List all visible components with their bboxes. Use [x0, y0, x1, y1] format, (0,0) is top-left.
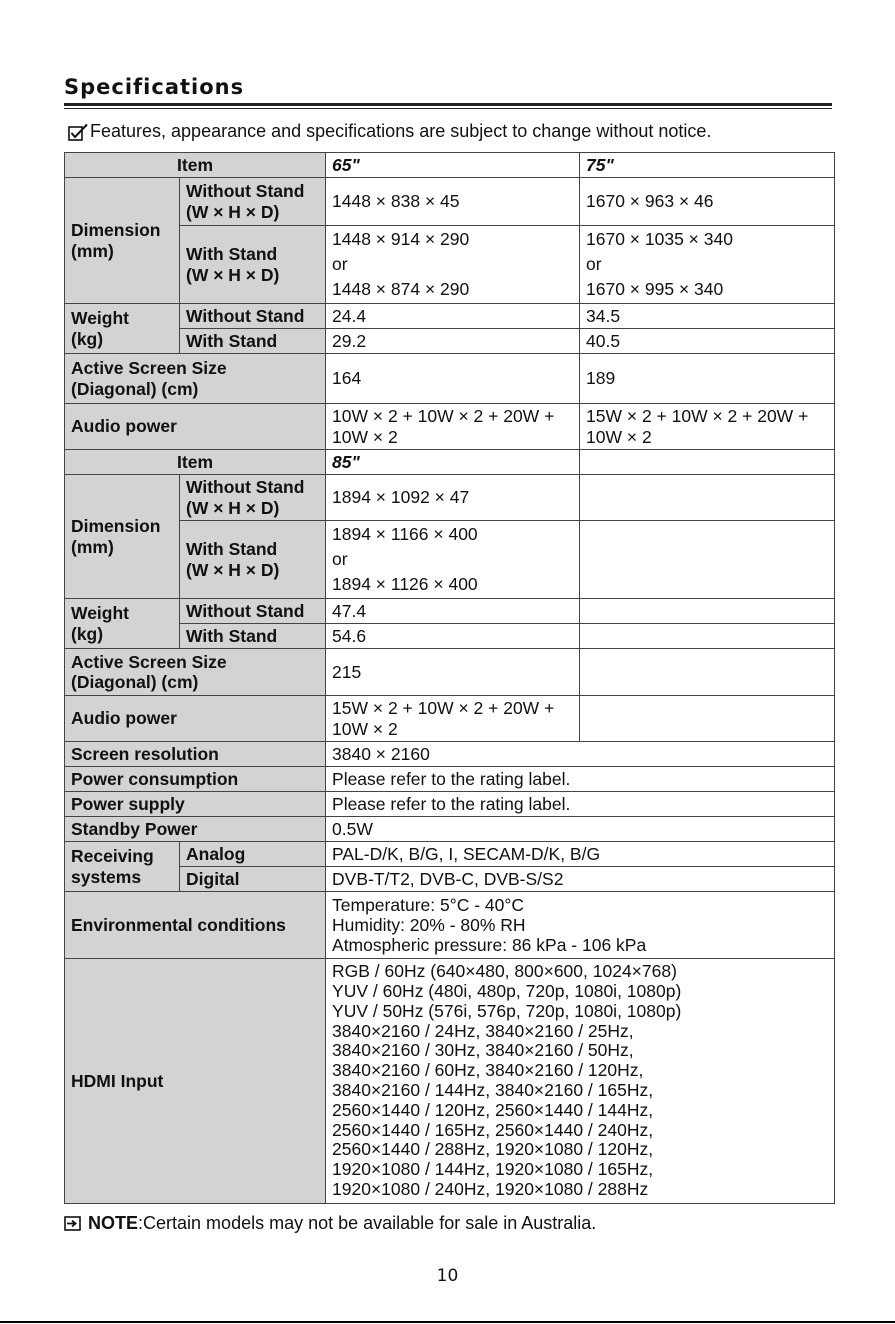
dim-without-65: 1448 × 838 × 45: [326, 178, 580, 226]
dim-without-85: 1894 × 1092 × 47: [326, 475, 580, 521]
power-supply-label: Power supply: [65, 792, 326, 817]
weight-with-label: With Stand: [180, 329, 326, 354]
audio-75: 15W × 2 + 10W × 2 + 20W + 10W × 2: [580, 404, 835, 450]
table-row: [65, 959, 835, 1204]
empty-cell: [580, 521, 835, 599]
table-row: [65, 742, 835, 767]
table-row: [65, 767, 835, 792]
dim-with-65: 1448 × 914 × 290 or 1448 × 874 × 290: [326, 226, 580, 304]
bottom-rule: [0, 1321, 895, 1323]
table-row: [65, 792, 835, 817]
audio-85: 15W × 2 + 10W × 2 + 20W + 10W × 2: [326, 696, 580, 742]
table-row: [65, 649, 835, 696]
power-consumption-value: Please refer to the rating label.: [326, 767, 835, 792]
table-row: [65, 842, 835, 867]
specifications-table: [64, 152, 835, 1204]
table-row: [65, 892, 835, 959]
table-row: [65, 521, 835, 599]
dim-with-75: 1670 × 1035 × 340 or 1670 × 995 × 340: [580, 226, 835, 304]
weight-with-65: 29.2: [326, 329, 580, 354]
table-row: [65, 404, 835, 450]
table-row: [65, 696, 835, 742]
notice-text: Features, appearance and specifications are subject to change without notice.: [90, 121, 712, 141]
empty-cell: [580, 475, 835, 521]
screen-85: 215: [326, 649, 580, 696]
table-row: [65, 329, 835, 354]
empty-cell: [580, 624, 835, 649]
table-row: [65, 475, 835, 521]
title-underline: [64, 103, 832, 106]
empty-cell: [580, 450, 835, 475]
dim-without-75: 1670 × 963 × 46: [580, 178, 835, 226]
hdmi-input-value: RGB / 60Hz (640×480, 800×600, 1024×768) YUV / 60Hz (480i, 480p, 720p, 1080i, 1080p) YUV / 50Hz (576i, 576p, 720p, 1080i, 1080p) 3840×2160 / 24Hz, 3840×2160 / 25Hz, 3840×2160 / 30Hz, 3840×2160 / 50Hz, 3840×2160 / 60Hz, 3840×2160 / 120Hz, 3840×2160 / 144Hz, 3840×2160 / 165Hz, 2560×1440 / 120Hz, 2560×1440 / 144Hz, 2560×1440 / 165Hz, 2560×1440 / 240Hz, 2560×1440 / 288Hz, 1920×1080 / 120Hz, 1920×1080 / 144Hz, 1920×1080 / 165Hz, 1920×1080 / 240Hz, 1920×1080 / 288Hz: [326, 959, 835, 1204]
page-number: 10: [436, 1266, 459, 1286]
note-text: Certain models may not be available for sale in Australia.: [143, 1213, 597, 1233]
analog-value: PAL-D/K, B/G, I, SECAM-D/K, B/G: [326, 842, 835, 867]
without-stand-label: Without Stand (W × H × D): [180, 178, 326, 226]
table-row: [65, 354, 835, 404]
table-header-row: [65, 450, 835, 475]
model-85-header: 85": [326, 450, 580, 475]
checkbox-check-icon: [68, 123, 89, 141]
weight-with-label-2: With Stand: [180, 624, 326, 649]
table-row: [65, 178, 835, 226]
table-row: [65, 817, 835, 842]
screen-resolution-label: Screen resolution: [65, 742, 326, 767]
model-65-header: 65": [326, 153, 580, 178]
page-title: Specifications: [64, 75, 245, 99]
audio-65: 10W × 2 + 10W × 2 + 20W + 10W × 2: [326, 404, 580, 450]
weight-with-75: 40.5: [580, 329, 835, 354]
weight-without-75: 34.5: [580, 304, 835, 329]
table-header-row: [65, 153, 835, 178]
weight-without-85: 47.4: [326, 599, 580, 624]
item-header-2: Item: [65, 450, 326, 475]
active-screen-label: Active Screen Size (Diagonal) (cm): [65, 354, 326, 404]
standby-power-label: Standby Power: [65, 817, 326, 842]
active-screen-label-2: Active Screen Size (Diagonal) (cm): [65, 649, 326, 696]
weight-without-label-2: Without Stand: [180, 599, 326, 624]
environmental-value: Temperature: 5°C - 40°C Humidity: 20% - 80% RH Atmospheric pressure: 86 kPa - 106 kPa: [326, 892, 835, 959]
weight-with-85: 54.6: [326, 624, 580, 649]
weight-label-2: Weight (kg): [65, 599, 180, 649]
weight-without-65: 24.4: [326, 304, 580, 329]
environmental-label: Environmental conditions: [65, 892, 326, 959]
receiving-systems-label: Receiving systems: [65, 842, 180, 892]
note: [64, 1213, 596, 1234]
note-separator: :: [138, 1213, 144, 1233]
model-75-header: 75": [580, 153, 835, 178]
power-supply-value: Please refer to the rating label.: [326, 792, 835, 817]
empty-cell: [580, 696, 835, 742]
dimension-label-2: Dimension (mm): [65, 475, 180, 599]
with-stand-label: With Stand (W × H × D): [180, 226, 326, 304]
audio-power-label-2: Audio power: [65, 696, 326, 742]
with-stand-label-2: With Stand (W × H × D): [180, 521, 326, 599]
screen-75: 189: [580, 354, 835, 404]
item-header: Item: [65, 153, 326, 178]
note-label: NOTE: [88, 1213, 139, 1233]
title-underline-thin: [64, 108, 832, 109]
weight-label: Weight (kg): [65, 304, 180, 354]
standby-power-value: 0.5W: [326, 817, 835, 842]
hdmi-input-label: HDMI Input: [65, 959, 326, 1204]
table-row: [65, 624, 835, 649]
digital-value: DVB-T/T2, DVB-C, DVB-S/S2: [326, 867, 835, 892]
screen-resolution-value: 3840 × 2160: [326, 742, 835, 767]
arrow-box-icon: [64, 1216, 81, 1231]
screen-65: 164: [326, 354, 580, 404]
table-row: [65, 304, 835, 329]
power-consumption-label: Power consumption: [65, 767, 326, 792]
table-row: [65, 867, 835, 892]
dim-with-85: 1894 × 1166 × 400 or 1894 × 1126 × 400: [326, 521, 580, 599]
weight-without-label: Without Stand: [180, 304, 326, 329]
empty-cell: [580, 649, 835, 696]
audio-power-label: Audio power: [65, 404, 326, 450]
dimension-label: Dimension (mm): [65, 178, 180, 304]
empty-cell: [580, 599, 835, 624]
table-row: [65, 226, 835, 304]
analog-label: Analog: [180, 842, 326, 867]
without-stand-label-2: Without Stand (W × H × D): [180, 475, 326, 521]
digital-label: Digital: [180, 867, 326, 892]
notice: [68, 121, 711, 142]
table-row: [65, 599, 835, 624]
